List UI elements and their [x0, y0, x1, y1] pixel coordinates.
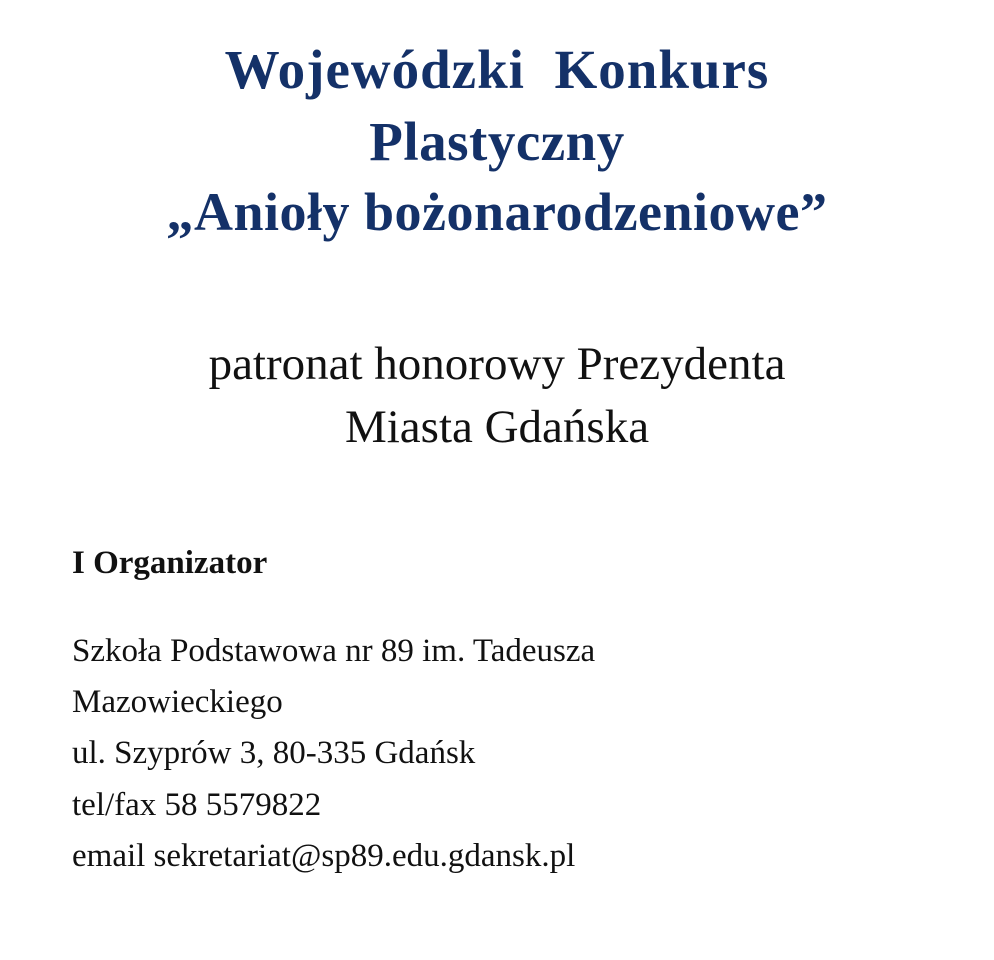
patronage-line-2: Miasta Gdańska	[344, 401, 650, 454]
organizer-line-5: email sekretariat@sp89.edu.gdansk.pl	[72, 837, 576, 874]
competition-title-block	[0, 0, 994, 247]
organizer-section	[0, 545, 994, 882]
patronage-line-1: patronat honorowy Prezydenta	[208, 338, 786, 391]
title-line-1: Wojewódzki Konkurs	[224, 39, 770, 100]
organizer-details	[72, 626, 994, 882]
organizer-line-2: Mazowieckiego	[72, 684, 283, 721]
section-heading-organizer: I Organizator	[72, 545, 268, 582]
patronage-block	[0, 333, 994, 459]
title-line-3: „Anioły bożonarodzeniowe”	[166, 182, 828, 242]
organizer-line-1: Szkoła Podstawowa nr 89 im. Tadeusza	[72, 633, 596, 670]
organizer-line-4: tel/fax 58 5579822	[72, 786, 322, 823]
organizer-line-3: ul. Szyprów 3, 80-335 Gdańsk	[72, 735, 476, 772]
title-line-2: Plastyczny	[369, 110, 625, 172]
